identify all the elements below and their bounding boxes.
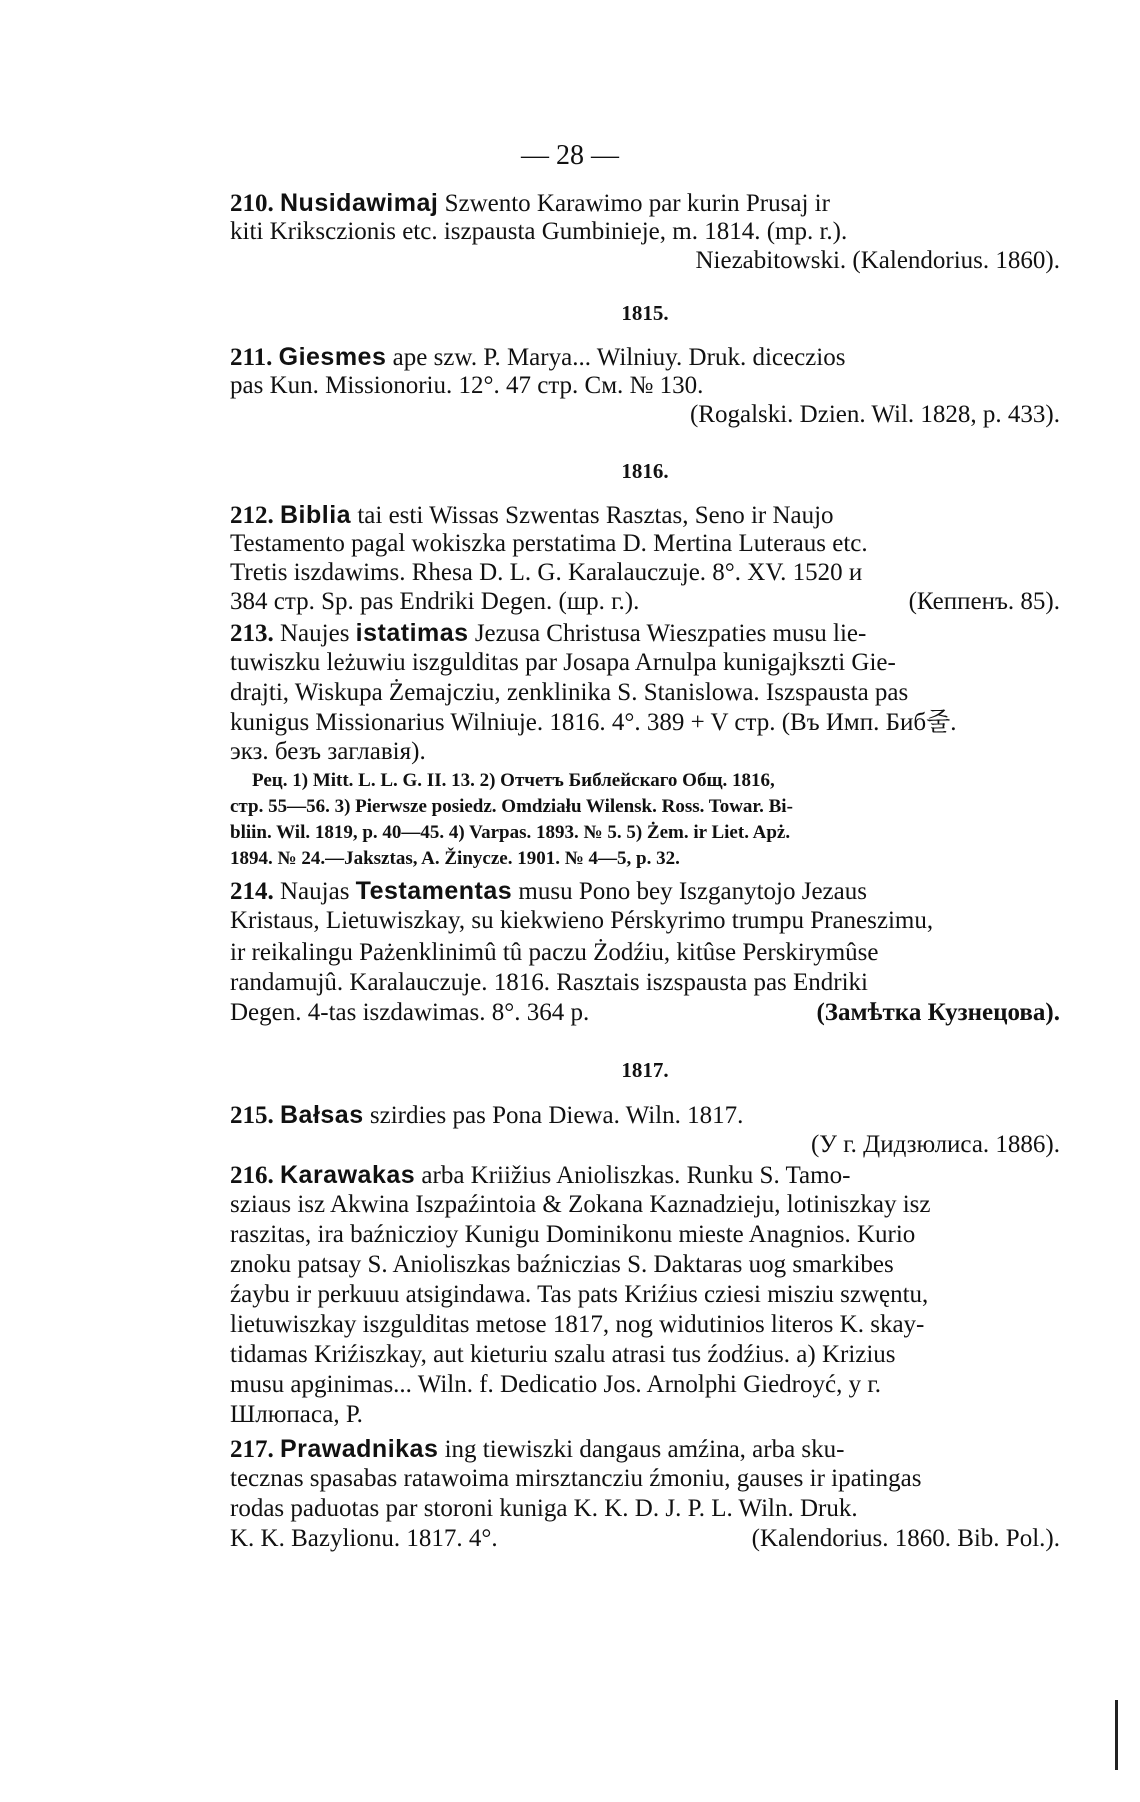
entry-number: 215.: [230, 1102, 274, 1129]
entry-headword: Karawakas: [280, 1161, 416, 1189]
entry-213-footnote-2: стр. 55—56. 3) Pierwsze posiedz. Omdziału Wilensk. Ross. Towar. Bi-: [230, 796, 793, 817]
entry-214-line-2: Kristaus, Lietuwiszkay, su kiekwieno Pérskyrimo trumpu Praneszimu,: [230, 907, 934, 934]
entry-213-footnote-3: bliin. Wil. 1819, p. 40—45. 4) Varpas. 1893. № 5. 5) Żem. ir Liet. Apż.: [230, 822, 791, 843]
entry-headword: Giesmes: [278, 343, 387, 371]
entry-text: arba Kriižius Anioliszkas. Runku S. Tamo-: [415, 1162, 851, 1189]
entry-216-line-1: [230, 1160, 1060, 1191]
entry-number: 213.: [230, 620, 274, 647]
entry-213-footnote-4: 1894. № 24.—Jaksztas, A. Žinycze. 1901. № 4—5, p. 32.: [230, 848, 680, 869]
entry-216-line-8: musu apginimas... Wiln. f. Dedicatio Jos. Arnolphi Giedroyć, у г.: [230, 1371, 882, 1398]
entry-212-line-1: [230, 500, 1060, 531]
entry-213-line-3: drajti, Wiskupa Żemajcziu, zenklinika S. Stanislowa. Iszspausta pas: [230, 679, 909, 706]
entry-217-line-3: rodas paduotas par storoni kuniga K. K. D. J. P. L. Wiln. Druk.: [230, 1495, 858, 1522]
entry-217-line-4: K. K. Bazylionu. 1817. 4°.: [230, 1525, 498, 1552]
entry-text: Szwento Karawimo par kurin Prusaj ir: [438, 190, 830, 217]
entry-headword: Bałsas: [280, 1101, 364, 1129]
entry-214-line-3: ir reikalingu Pażenklinimû tû paczu Żodźiu, kitûse Perskirymûse: [230, 939, 879, 966]
entry-headword: Prawadnikas: [280, 1435, 439, 1463]
entry-211-line-2: pas Kun. Missionoriu. 12°. 47 стр. См. № 130.: [230, 372, 704, 399]
entry-214-line-5: Degen. 4-tas iszdawimas. 8°. 364 p.: [230, 999, 590, 1026]
entry-214-line-1: [230, 876, 1060, 907]
entry-text: ape szw. P. Marya... Wilniuy. Druk. diceczios: [386, 344, 846, 371]
entry-212-line-4: 384 стр. Sp. pas Endriki Degen. (шр. г.).: [230, 588, 640, 615]
entry-text: Naujas: [273, 878, 356, 905]
entry-212-source: (Кеппенъ. 85).: [908, 588, 1060, 615]
entry-215-source: (У г. Дидзюлиса. 1886).: [810, 1131, 1060, 1158]
entry-213-line-1: [230, 618, 1060, 649]
page-edge-mark: [1115, 1700, 1118, 1770]
entry-headword: istatimas: [355, 619, 469, 647]
entry-211-source: (Rogalski. Dzien. Wil. 1828, p. 433).: [689, 401, 1060, 428]
entry-number: 216.: [230, 1162, 274, 1189]
entry-number: 211.: [230, 344, 273, 371]
entry-number: 217.: [230, 1436, 274, 1463]
page-number: — 28 —: [521, 140, 619, 171]
year-heading-1815: 1815.: [621, 301, 669, 325]
entry-text: tai esti Wissas Szwentas Rasztas, Seno ir Naujo: [351, 502, 834, 529]
entry-210-line-1: [230, 188, 1060, 219]
entry-number: 214.: [230, 878, 274, 905]
year-heading-1817: 1817.: [621, 1058, 669, 1082]
entry-211-line-1: [230, 342, 1060, 373]
entry-number: 210.: [230, 190, 274, 217]
entry-213-line-5: экз. безъ заглавія).: [230, 738, 426, 765]
entry-217-source: (Kalendorius. 1860. Bib. Pol.).: [751, 1525, 1060, 1552]
entry-210-source: Niezabitowski. (Kalendorius. 1860).: [695, 247, 1060, 274]
entry-text: Naujes: [273, 620, 356, 647]
entry-213-line-4: kunigus Missionarius Wilniuje. 1816. 4°. 389 + V стр. (Въ Имп. Биб줄.: [230, 709, 957, 736]
entry-number: 212.: [230, 502, 274, 529]
entry-headword: Biblia: [280, 501, 352, 529]
entry-text: musu Pono bey Iszganytojo Jezaus: [512, 878, 867, 905]
entry-216-line-2: sziaus isz Akwina Iszpaźintoia & Zokana Kaznadzieju, lotiniszkay isz: [230, 1191, 931, 1218]
entry-214-source: (Замѣтка Кузнецова).: [816, 999, 1060, 1026]
entry-212-line-3: Tretis iszdawims. Rhesa D. L. G. Karalauczuje. 8°. XV. 1520 и: [230, 559, 863, 586]
entry-217-line-2: tecznas spasabas ratawoima mirsztancziu źmoniu, gauses ir ipatingas: [230, 1465, 922, 1492]
entry-216-line-9: Шлюпаса, Р.: [230, 1401, 363, 1428]
entry-216-line-6: lietuwiszkay iszgulditas metose 1817, nog widutinios literos K. skay-: [230, 1311, 925, 1338]
entry-216-line-4: znoku patsay S. Anioliszkas baźniczias S. Daktaras uog smarkibes: [230, 1251, 894, 1278]
entry-text: szirdies pas Pona Diewa. Wiln. 1817.: [363, 1102, 744, 1129]
entry-210-line-2: kiti Kriksczionis etc. iszpausta Gumbinieje, m. 1814. (mp. r.).: [230, 218, 848, 245]
entry-headword: Testamentas: [355, 877, 513, 905]
entry-text: ing tiewiszki dangaus amźina, arba sku-: [438, 1436, 845, 1463]
entry-216-line-5: źaybu ir perkuuu atsigindawa. Tas pats Kriźius cziesi misziu szwęntu,: [230, 1281, 929, 1308]
entry-213-footnote-1: Рец. 1) Mitt. L. L. G. II. 13. 2) Отчетъ Библейскаго Общ. 1816,: [252, 770, 775, 791]
entry-216-line-7: tidamas Kriźiszkay, aut kieturiu szalu atrasi tus źodźius. a) Krizius: [230, 1341, 896, 1368]
entry-headword: Nusidawimaj: [280, 189, 439, 217]
entry-216-line-3: raszitas, ira baźniczioy Kunigu Dominikonu mieste Anagnios. Kurio: [230, 1221, 916, 1248]
entry-212-line-2: Testamento pagal wokiszka perstatima D. Mertina Luteraus etc.: [230, 530, 868, 557]
entry-215-line-1: [230, 1100, 1060, 1131]
year-heading-1816: 1816.: [621, 459, 669, 483]
entry-217-line-1: [230, 1434, 1060, 1465]
entry-214-line-4: randamujû. Karalauczuje. 1816. Rasztais iszspausta pas Endriki: [230, 969, 869, 996]
entry-text: Jezusa Christusa Wieszpaties musu lie-: [468, 620, 867, 647]
entry-213-line-2: tuwiszku leżuwiu iszgulditas par Josapa Arnulpa kunigajkszti Gie-: [230, 649, 896, 676]
